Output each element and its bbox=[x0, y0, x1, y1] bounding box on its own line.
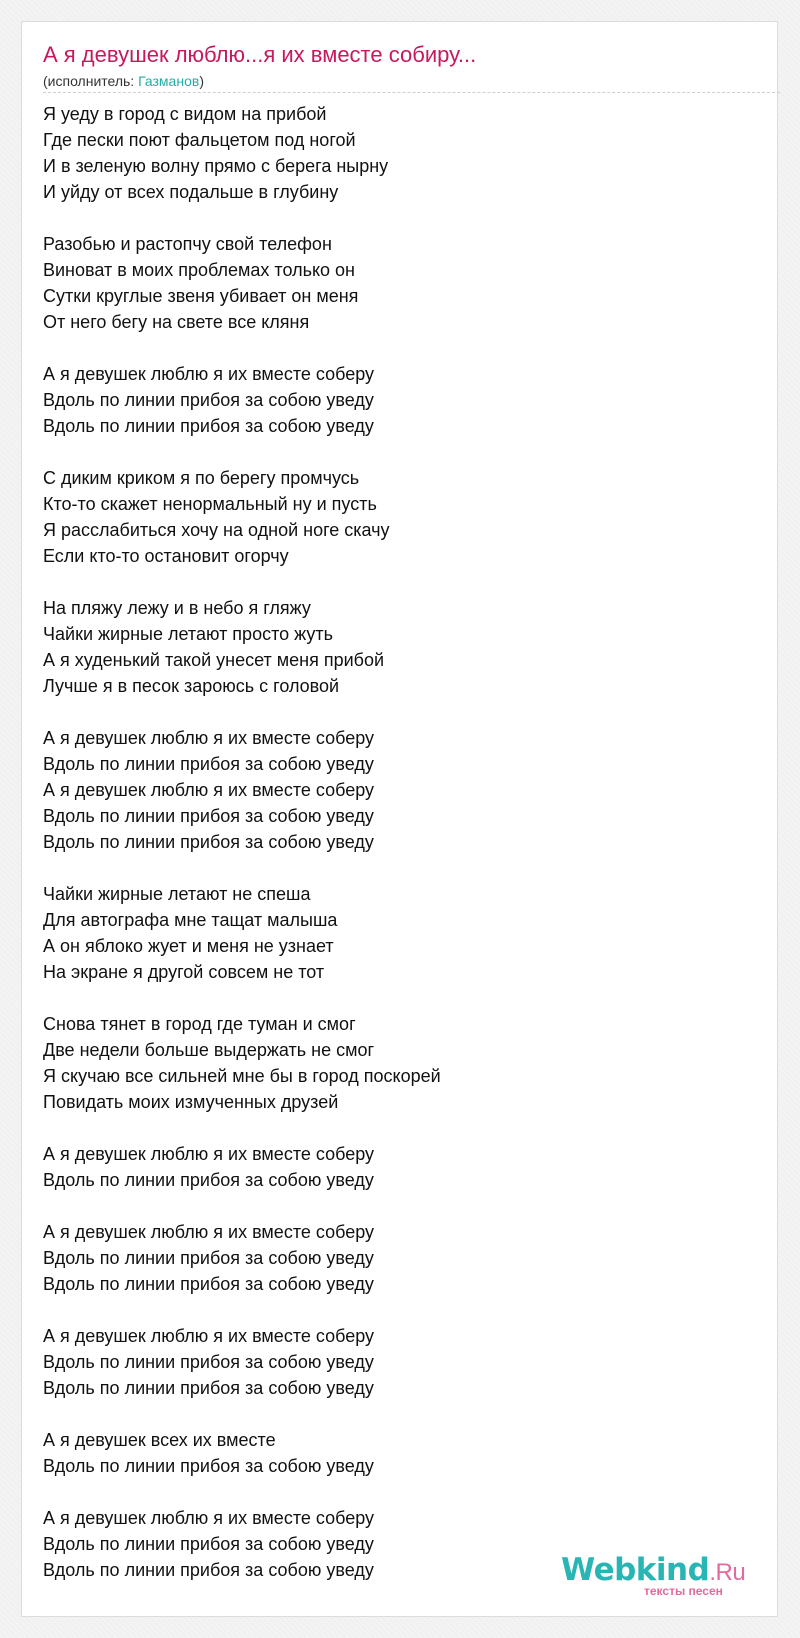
lyric-line: Разобью и растопчу свой телефон bbox=[43, 234, 332, 254]
lyric-line: Чайки жирные летают не спеша bbox=[43, 884, 311, 904]
lyric-line: Вдоль по линии прибоя за собою уведу bbox=[43, 1170, 374, 1190]
lyric-line: Для автографа мне тащат малыша bbox=[43, 910, 338, 930]
lyric-stanza bbox=[43, 361, 743, 439]
lyric-stanza bbox=[43, 231, 743, 335]
lyric-stanza bbox=[43, 1219, 743, 1297]
song-title: А я девушек люблю...я их вместе собиру... bbox=[43, 42, 477, 67]
lyric-line: А я девушек всех их вместе bbox=[43, 1430, 276, 1450]
lyric-line: Если кто-то остановит огорчу bbox=[43, 546, 289, 566]
lyric-line: Где пески поют фальцетом под ногой bbox=[43, 130, 356, 150]
lyric-line: Я расслабиться хочу на одной ноге скачу bbox=[43, 520, 390, 540]
lyric-line: Сутки круглые звеня убивает он меня bbox=[43, 286, 359, 306]
lyric-stanza bbox=[43, 465, 743, 569]
lyrics-card bbox=[21, 21, 778, 1617]
lyric-line: И уйду от всех подальше в глубину bbox=[43, 182, 339, 202]
lyric-line: Я скучаю все сильней мне бы в город поскорей bbox=[43, 1066, 441, 1086]
lyric-stanza bbox=[43, 101, 743, 205]
lyric-line: На пляжу лежу и в небо я гляжу bbox=[43, 598, 311, 618]
lyric-line: Вдоль по линии прибоя за собою уведу bbox=[43, 832, 374, 852]
artist-link[interactable]: Газманов bbox=[138, 73, 200, 89]
webkind-logo[interactable] bbox=[561, 1552, 781, 1612]
lyric-line: Вдоль по линии прибоя за собою уведу bbox=[43, 1534, 374, 1554]
logo-tagline: тексты песен bbox=[644, 1584, 723, 1598]
lyric-line: А он яблоко жует и меня не узнает bbox=[43, 936, 334, 956]
lyric-line: Повидать моих измученных друзей bbox=[43, 1092, 339, 1112]
lyric-line: А я девушек люблю я их вместе соберу bbox=[43, 1222, 375, 1242]
lyric-line: Я уеду в город с видом на прибой bbox=[43, 104, 327, 124]
artist-suffix: ) bbox=[199, 73, 204, 89]
lyric-line: Вдоль по линии прибоя за собою уведу bbox=[43, 1248, 374, 1268]
lyric-line: Вдоль по линии прибоя за собою уведу bbox=[43, 1274, 374, 1294]
lyric-line: А я девушек люблю я их вместе соберу bbox=[43, 780, 375, 800]
lyric-line: Вдоль по линии прибоя за собою уведу bbox=[43, 754, 374, 774]
lyric-line: Снова тянет в город где туман и смог bbox=[43, 1014, 356, 1034]
lyric-line: И в зеленую волну прямо с берега нырну bbox=[43, 156, 389, 176]
lyric-line: Вдоль по линии прибоя за собою уведу bbox=[43, 390, 374, 410]
lyric-stanza bbox=[43, 1141, 743, 1193]
lyric-stanza bbox=[43, 1427, 743, 1479]
title-divider bbox=[43, 92, 780, 93]
lyric-line: А я девушек люблю я их вместе соберу bbox=[43, 364, 375, 384]
lyric-line: Вдоль по линии прибоя за собою уведу bbox=[43, 1352, 374, 1372]
lyric-stanza bbox=[43, 1323, 743, 1401]
lyric-line: Кто-то скажет ненормальный ну и пусть bbox=[43, 494, 377, 514]
lyric-line: А я худенький такой унесет меня прибой bbox=[43, 650, 385, 670]
lyric-stanza bbox=[43, 881, 743, 985]
lyric-line: С диким криком я по берегу промчусь bbox=[43, 468, 360, 488]
lyric-line: Вдоль по линии прибоя за собою уведу bbox=[43, 1560, 374, 1580]
lyric-line: На экране я другой совсем не тот bbox=[43, 962, 325, 982]
lyric-stanza bbox=[43, 725, 743, 855]
lyric-line: А я девушек люблю я их вместе соберу bbox=[43, 1508, 375, 1528]
lyric-line: Вдоль по линии прибоя за собою уведу bbox=[43, 1456, 374, 1476]
lyrics-body bbox=[43, 101, 746, 1609]
lyric-line: Вдоль по линии прибоя за собою уведу bbox=[43, 1378, 374, 1398]
lyric-line: От него бегу на свете все кляня bbox=[43, 312, 310, 332]
artist-prefix: (исполнитель: bbox=[43, 73, 139, 89]
lyric-line: Две недели больше выдержать не смог bbox=[43, 1040, 375, 1060]
lyric-stanza bbox=[43, 1011, 743, 1115]
lyric-line: А я девушек люблю я их вместе соберу bbox=[43, 1326, 375, 1346]
logo-suffix: .Ru bbox=[709, 1559, 746, 1586]
lyric-line: Чайки жирные летают просто жуть bbox=[43, 624, 333, 644]
lyric-line: Виноват в моих проблемах только он bbox=[43, 260, 355, 280]
lyric-line: Вдоль по линии прибоя за собою уведу bbox=[43, 806, 374, 826]
lyric-line: Вдоль по линии прибоя за собою уведу bbox=[43, 416, 374, 436]
lyric-line: А я девушек люблю я их вместе соберу bbox=[43, 1144, 375, 1164]
lyric-line: А я девушек люблю я их вместе соберу bbox=[43, 728, 375, 748]
artist-line bbox=[43, 73, 204, 90]
lyric-line: Лучше я в песок зароюсь с головой bbox=[43, 676, 340, 696]
lyric-stanza bbox=[43, 595, 743, 699]
logo-main-text: Webkind bbox=[561, 1552, 710, 1588]
